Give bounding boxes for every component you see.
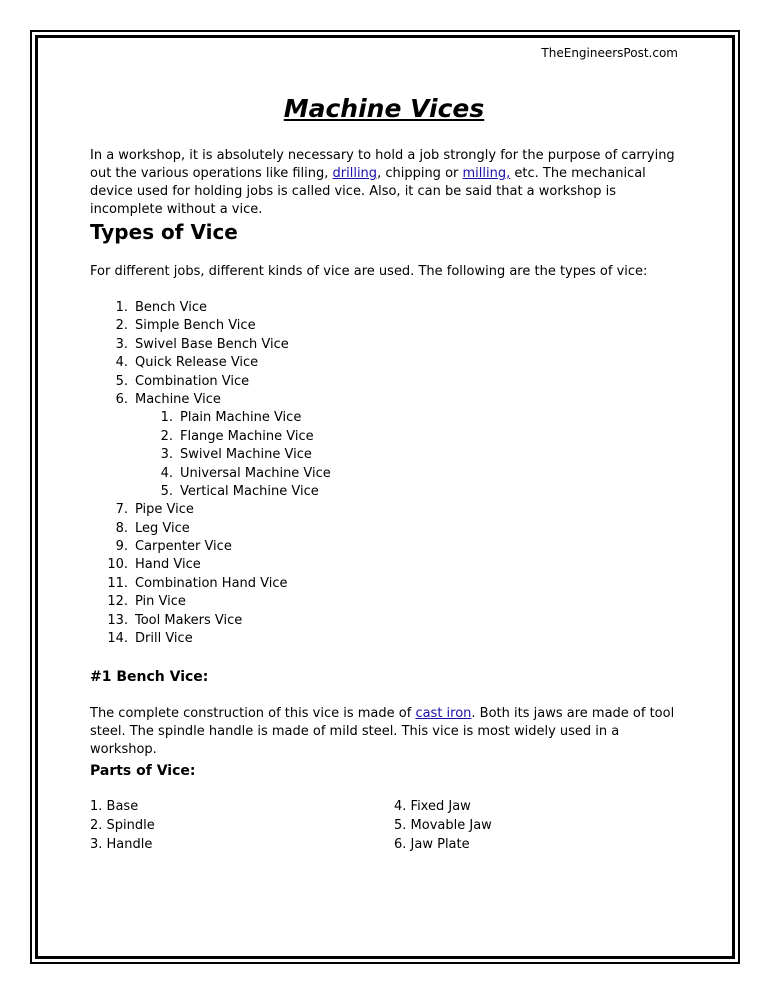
list-label: Universal Machine Vice	[180, 465, 331, 481]
list-item: 1. Base	[90, 799, 139, 814]
list-item	[90, 391, 331, 409]
list-item: 2. Spindle	[90, 818, 155, 833]
bench-vice-paragraph	[90, 705, 678, 759]
list-number: 13.	[107, 612, 128, 628]
site-name: TheEngineersPost.com	[541, 46, 678, 60]
list-item: 4. Fixed Jaw	[394, 799, 471, 814]
list-label: Carpenter Vice	[135, 539, 232, 555]
list-item	[90, 336, 331, 354]
list-item	[90, 299, 331, 317]
sub-list-item	[90, 428, 331, 446]
intro-text-3: etc. The mechanical device used for holding jobs is called vice. Also, it can be said that a workshop is incomplete without a vice.	[90, 166, 646, 217]
list-number: 11.	[107, 575, 128, 591]
sub-list-item	[90, 446, 331, 464]
list-item: 3. Handle	[90, 837, 153, 852]
list-item	[90, 520, 331, 538]
list-item	[90, 373, 331, 391]
list-item	[90, 501, 331, 519]
list-number: 1.	[115, 300, 128, 315]
intro-text-1: In a workshop, it is absolutely necessary to hold a job strongly for the purpose of carrying out the various operations like filing,	[90, 148, 675, 181]
list-number: 10.	[107, 557, 128, 573]
sub-list-item	[90, 409, 331, 427]
list-label: Swivel Base Bench Vice	[135, 336, 289, 352]
list-number: 1.	[160, 410, 173, 426]
list-number: 4.	[115, 355, 128, 371]
list-label: Plain Machine Vice	[180, 410, 302, 426]
list-item	[90, 630, 331, 648]
list-label: Simple Bench Vice	[135, 318, 256, 334]
list-number: 3.	[115, 336, 128, 352]
parts-heading: Parts of Vice:	[90, 763, 196, 779]
intro-text-2: , chipping or	[377, 166, 463, 181]
list-item	[90, 556, 331, 574]
sub-list-item	[90, 465, 331, 483]
list-item	[90, 317, 331, 335]
list-number: 9.	[115, 539, 128, 555]
list-label: Drill Vice	[135, 631, 193, 647]
list-number: 5.	[115, 373, 128, 389]
list-item: 5. Movable Jaw	[394, 818, 492, 833]
list-label: Hand Vice	[135, 557, 201, 573]
list-label: Machine Vice	[135, 391, 221, 407]
sub-list-item	[90, 483, 331, 501]
list-item	[90, 538, 331, 556]
list-item	[90, 612, 331, 630]
list-label: Bench Vice	[135, 300, 208, 315]
list-label: Flange Machine Vice	[180, 428, 314, 444]
list-number: 2.	[160, 428, 173, 444]
parts-list-left	[90, 797, 155, 854]
milling-link[interactable]: milling,	[462, 166, 511, 181]
list-item	[90, 354, 331, 372]
list-item: 6. Jaw Plate	[394, 837, 470, 852]
list-number: 6.	[115, 391, 128, 407]
parts-list-right	[394, 797, 492, 854]
intro-paragraph	[90, 147, 678, 219]
list-label: Combination Vice	[135, 373, 250, 389]
list-label: Pipe Vice	[135, 502, 194, 518]
bench-vice-heading: #1 Bench Vice:	[90, 669, 209, 685]
types-intro: For different jobs, different kinds of vice are used. The following are the types of vice:	[90, 264, 648, 279]
list-item	[90, 593, 331, 611]
list-item	[90, 575, 331, 593]
bench-text-1: The complete construction of this vice is made of	[90, 706, 416, 721]
list-number: 2.	[115, 318, 128, 334]
list-number: 14.	[107, 631, 128, 647]
list-label: Swivel Machine Vice	[180, 447, 312, 463]
list-label: Pin Vice	[135, 594, 186, 610]
list-number: 7.	[115, 502, 128, 518]
drilling-link[interactable]: drilling	[332, 166, 378, 181]
list-number: 5.	[160, 483, 173, 499]
list-label: Combination Hand Vice	[135, 575, 288, 591]
list-label: Quick Release Vice	[135, 355, 259, 371]
bench-text-2: . Both its jaws are made of tool steel. The spindle handle is made of mild steel. This vice is most widely used in a workshop.	[90, 706, 675, 757]
list-number: 8.	[115, 520, 128, 536]
page-title: Machine Vices	[283, 94, 485, 123]
list-label: Vertical Machine Vice	[180, 483, 319, 499]
cast-iron-link[interactable]: cast iron	[415, 706, 472, 721]
types-heading: Types of Vice	[90, 220, 238, 244]
types-list	[90, 299, 331, 648]
list-number: 12.	[107, 594, 128, 610]
list-number: 4.	[160, 465, 173, 481]
list-label: Leg Vice	[135, 520, 190, 536]
list-label: Tool Makers Vice	[135, 612, 243, 628]
list-number: 3.	[160, 447, 173, 463]
